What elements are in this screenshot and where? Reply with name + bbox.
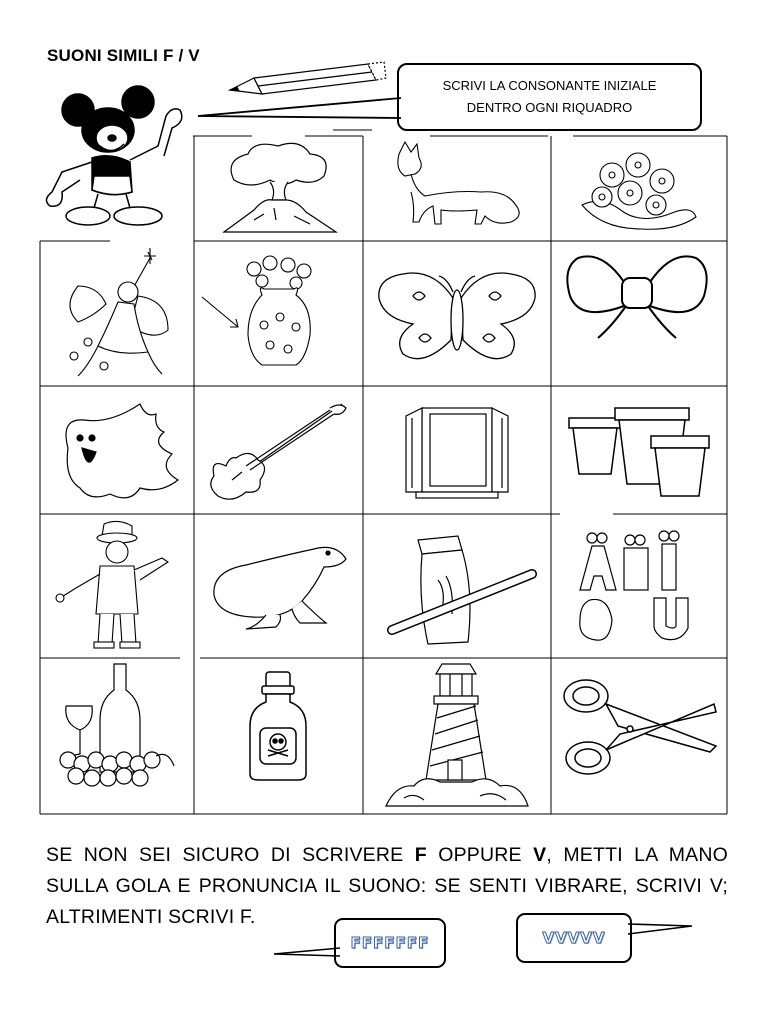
page-title: SUONI SIMILI F / V	[47, 46, 200, 65]
window-picture	[398, 402, 516, 502]
vowels-picture	[570, 520, 702, 646]
flowers-icon	[572, 145, 702, 233]
ghost-picture	[60, 398, 184, 506]
mickey-mouse-icon	[40, 80, 190, 230]
wine-icon	[52, 660, 182, 790]
pots-picture	[565, 402, 711, 500]
instructions-part1: SE NON SEI SICURO DI SCRIVERE	[46, 844, 415, 866]
letter-v: V	[533, 844, 547, 866]
scissors-picture	[558, 672, 720, 784]
lighthouse-picture	[380, 660, 532, 810]
butterfly-picture	[373, 268, 541, 368]
f-box-tail	[272, 946, 340, 958]
firefighter-icon	[52, 518, 180, 652]
flour-icon	[382, 530, 538, 650]
flowers-picture	[572, 145, 702, 233]
volcano-picture	[214, 140, 344, 236]
pots-icon	[565, 402, 711, 500]
speech-bubble-line2: DENTRO OGNI RIQUADRO	[466, 100, 633, 115]
f-sound-label: FFFFFFF	[350, 934, 430, 952]
fairy-icon	[58, 246, 180, 380]
vowels-icon	[570, 520, 702, 646]
bow-picture	[562, 246, 712, 346]
vase-picture	[200, 255, 350, 375]
instructions-part2: OPPURE	[426, 844, 534, 866]
violin-icon	[206, 400, 356, 504]
fox-icon	[385, 140, 530, 236]
f-sound-box	[334, 918, 446, 968]
fairy-picture	[58, 246, 180, 380]
speech-bubble-line1: SCRIVI LA CONSONANTE INIZIALE	[442, 78, 657, 93]
scissors-icon	[558, 672, 720, 784]
ghost-icon	[60, 398, 184, 506]
poison-icon	[244, 670, 312, 782]
speech-bubble	[397, 63, 702, 131]
vase-icon	[200, 255, 350, 375]
violin-picture	[206, 400, 356, 504]
lighthouse-icon	[380, 660, 532, 810]
wine-picture	[52, 660, 182, 790]
v-box-tail	[628, 922, 694, 936]
seal-icon	[206, 535, 352, 633]
firefighter-picture	[52, 518, 180, 652]
instructions-part3: , METTI LA MANO SULLA GOLA E PRONUNCIA IL SUONO: SE SENTI VIBRARE, SCRIVI V; ALTRIMENTI SCRIVI F.	[46, 844, 728, 928]
speech-bubble-tail	[196, 96, 401, 120]
volcano-icon	[214, 140, 344, 236]
pencil-icon	[228, 60, 388, 100]
window-icon	[398, 402, 516, 502]
v-sound-label: VVVVV	[542, 929, 606, 947]
v-sound-box	[516, 913, 632, 963]
seal-picture	[206, 535, 352, 633]
fox-picture	[385, 140, 530, 236]
flour-picture	[382, 530, 538, 650]
bow-icon	[562, 246, 712, 346]
letter-f: F	[414, 844, 427, 866]
poison-picture	[244, 670, 312, 782]
butterfly-icon	[373, 268, 541, 368]
